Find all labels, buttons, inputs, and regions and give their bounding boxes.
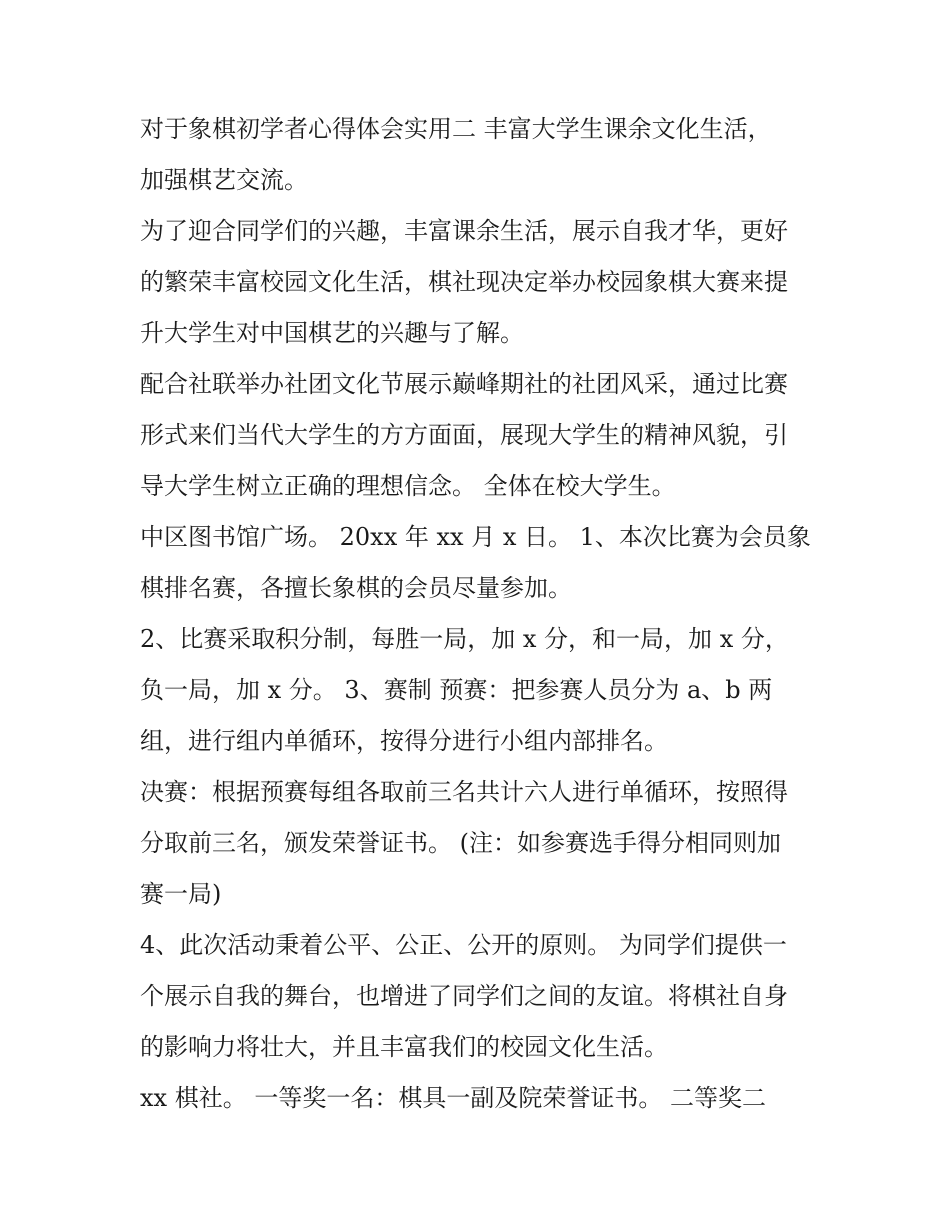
text-line-16: 赛一局) [140, 880, 222, 908]
text-line-5: 升大学生对中国棋艺的兴趣与了解。 [140, 319, 524, 347]
text-line-11: 2、比赛采取积分制，每胜一局，加 x 分，和一局，加 x 分， [140, 625, 789, 653]
text-line-20: xx 棋社。 一等奖一名：棋具一副及院荣誉证书。 二等奖二 [140, 1084, 766, 1112]
text-line-8: 导大学生树立正确的理想信念。 全体在校大学生。 [140, 472, 676, 500]
text-line-17: 4、此次活动秉着公平、公正、公开的原则。 为同学们提供一 [140, 931, 787, 959]
text-line-9: 中区图书馆广场。 20xx 年 xx 月 x 日。 1、本次比赛为会员象 [140, 523, 811, 551]
text-line-6: 配合社联举办社团文化节展示巅峰期社的社团风采，通过比赛 [140, 370, 788, 398]
text-line-10: 棋排名赛，各擅长象棋的会员尽量参加。 [140, 574, 572, 602]
text-line-18: 个展示自我的舞台，也增进了同学们之间的友谊。将棋社自身 [140, 982, 788, 1010]
text-line-1: 对于象棋初学者心得体会实用二 丰富大学生课余文化生活， [140, 115, 772, 143]
text-line-4: 的繁荣丰富校园文化生活，棋社现决定举办校园象棋大赛来提 [140, 268, 788, 296]
text-line-13: 组，进行组内单循环，按得分进行小组内部排名。 [140, 727, 668, 755]
document-body [140, 104, 820, 1124]
text-line-3: 为了迎合同学们的兴趣，丰富课余生活，展示自我才华，更好 [140, 217, 788, 245]
text-line-15: 分取前三名，颁发荣誉证书。 (注：如参赛选手得分相同则加 [140, 829, 781, 857]
text-line-12: 负一局，加 x 分。 3、赛制 预赛：把参赛人员分为 a、b 两 [140, 676, 773, 704]
text-line-14: 决赛：根据预赛每组各取前三名共计六人进行单循环，按照得 [140, 778, 788, 806]
text-line-7: 形式来们当代大学生的方方面面，展现大学生的精神风貌，引 [140, 421, 788, 449]
text-line-2: 加强棋艺交流。 [140, 166, 308, 194]
text-line-19: 的影响力将壮大，并且丰富我们的校园文化生活。 [140, 1033, 668, 1061]
